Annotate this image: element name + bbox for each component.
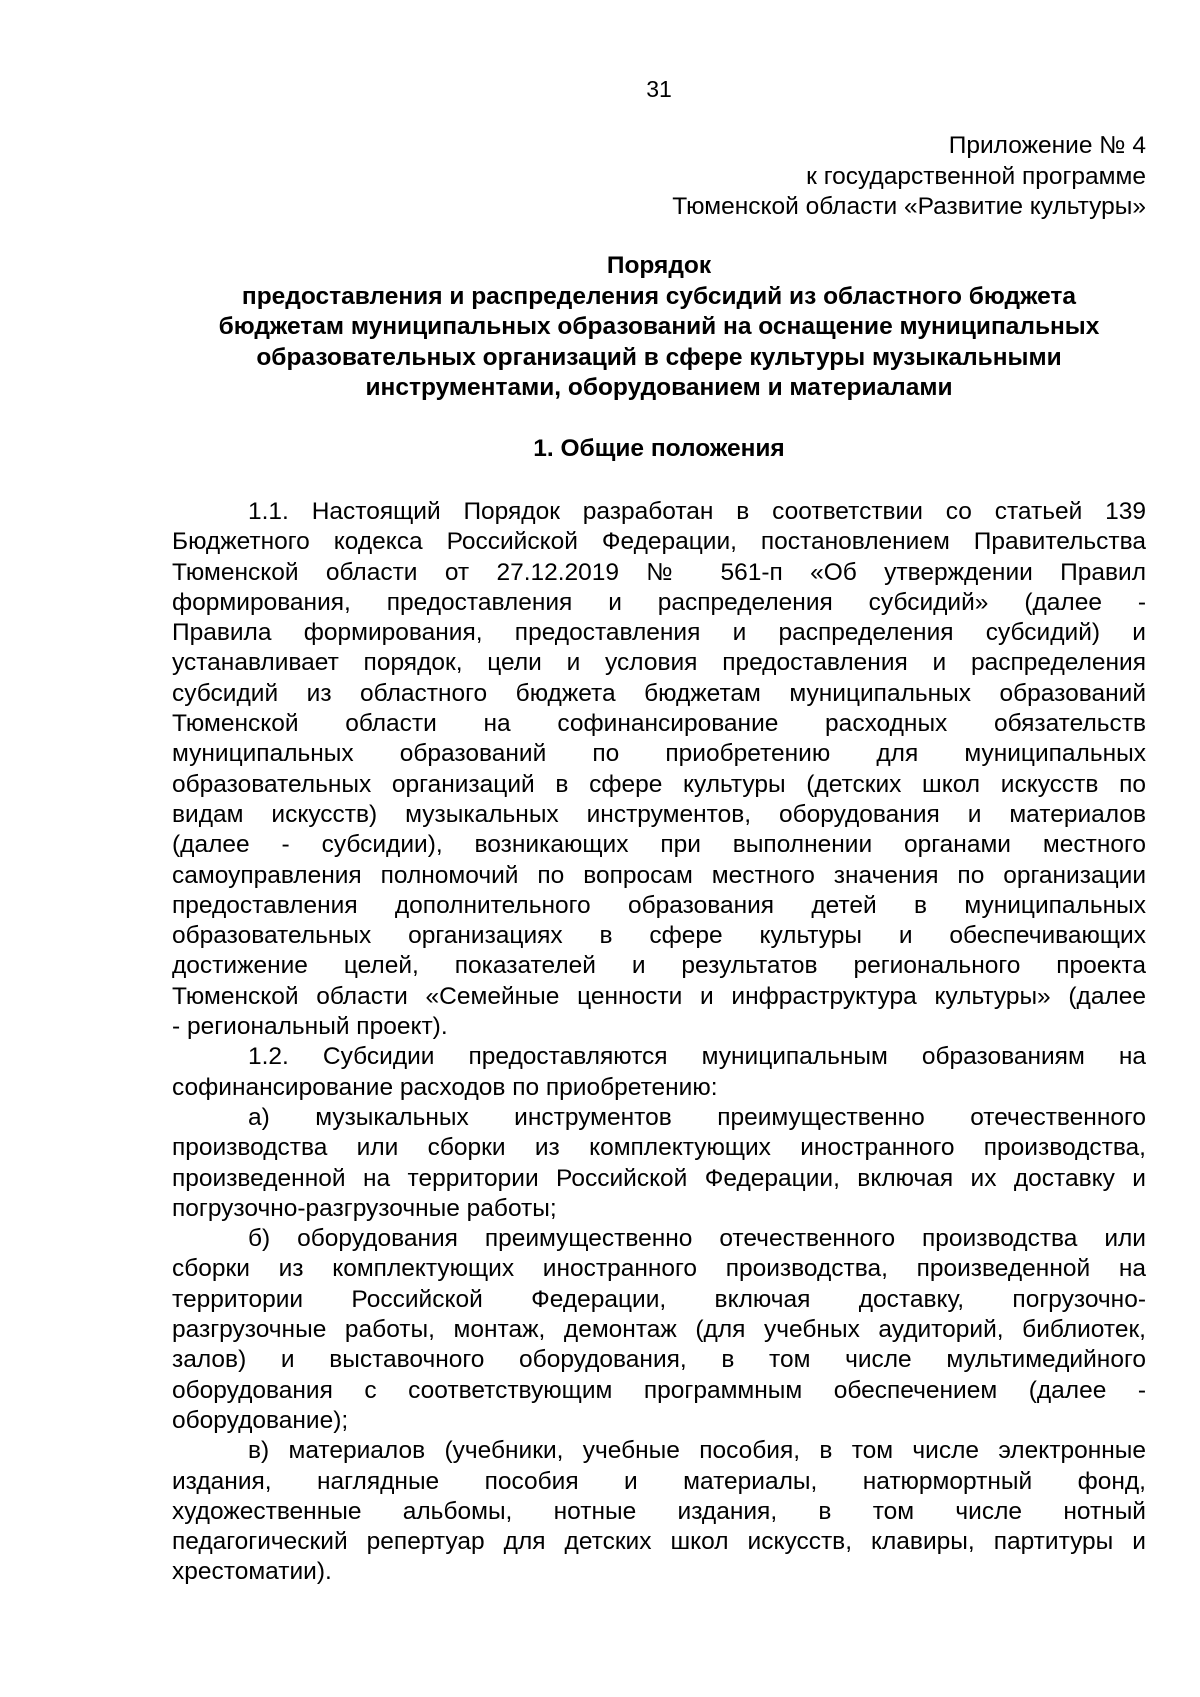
text-line: территории Российской Федерации, включая доставку, погрузочно- — [172, 1285, 1146, 1313]
text-line: 1.1. Настоящий Порядок разработан в соответствии со статьей 139 — [248, 498, 1146, 525]
section-title: 1. Общие положения — [533, 435, 785, 462]
annex-line: Тюменской области «Развитие культуры» — [672, 193, 1146, 220]
title-line: образовательных организаций в сфере культуры музыкальными — [256, 343, 1062, 371]
text-line: а) музыкальных инструментов преимущественно отечественного — [248, 1103, 1146, 1131]
text-line: произведенной на территории Российской Федерации, включая их доставку и — [172, 1164, 1146, 1192]
text-line: видам искусств) музыкальных инструментов, оборудования и материалов — [172, 800, 1146, 828]
text-line: устанавливает порядок, цели и условия предоставления и распределения — [172, 649, 1146, 677]
annex-line: к государственной программе — [806, 162, 1146, 190]
text-line: - региональный проект). — [172, 1013, 448, 1041]
text-line: погрузочно-разгрузочные работы; — [172, 1194, 557, 1222]
text-line: разгрузочные работы, монтаж, демонтаж (для учебных аудиторий, библиотек, — [172, 1316, 1146, 1344]
text-line: оборудование); — [172, 1406, 349, 1434]
document-title — [172, 251, 1146, 404]
text-line: формирования, предоставления и распределения субсидий» (далее - — [172, 588, 1146, 616]
text-line: (далее - субсидии), возникающих при выполнении органами местного — [172, 831, 1146, 859]
text-line: производства или сборки из комплектующих иностранного производства, — [172, 1134, 1146, 1162]
text-line: издания, наглядные пособия и материалы, натюрмортный фонд, — [172, 1467, 1146, 1495]
annex-header — [672, 131, 1146, 223]
text-line: достижение целей, показателей и результатов регионального проекта — [172, 952, 1146, 980]
text-line: Бюджетного кодекса Российской Федерации, постановлением Правительства — [172, 528, 1146, 556]
body-text — [172, 497, 1146, 1588]
text-line: софинансирование расходов по приобретению: — [172, 1073, 718, 1101]
text-line: Тюменской области от 27.12.2019 № 561-п «Об утверждении Правил — [172, 558, 1146, 586]
text-line: предоставления дополнительного образования детей в муниципальных — [172, 891, 1146, 919]
title-line: предоставления и распределения субсидий из областного бюджета — [241, 282, 1077, 310]
text-line: художественные альбомы, нотные издания, в том числе нотный — [172, 1497, 1146, 1525]
text-line: оборудования с соответствующим программным обеспечением (далее - — [172, 1376, 1146, 1404]
document-page — [172, 0, 1146, 1697]
text-line: сборки из комплектующих иностранного производства, произведенной на — [172, 1255, 1146, 1283]
page-number: 31 — [646, 76, 672, 102]
text-line: образовательных организациях в сфере культуры и обеспечивающих — [172, 922, 1146, 950]
text-line: Тюменской области «Семейные ценности и инфраструктура культуры» (далее — [172, 982, 1146, 1010]
text-line: субсидий из областного бюджета бюджетам муниципальных образований — [172, 679, 1146, 707]
text-line: б) оборудования преимущественно отечественного производства или — [248, 1225, 1146, 1253]
text-line: залов) и выставочного оборудования, в том числе мультимедийного — [172, 1346, 1146, 1374]
text-line: педагогический репертуар для детских школ искусств, клавиры, партитуры и — [172, 1528, 1146, 1556]
text-line: Правила формирования, предоставления и распределения субсидий) и — [172, 619, 1146, 647]
text-line: образовательных организаций в сфере культуры (детских школ искусств по — [172, 770, 1146, 798]
text-line: хрестоматии). — [172, 1558, 332, 1586]
title-line: инструментами, оборудованием и материалами — [365, 374, 953, 401]
text-line: в) материалов (учебники, учебные пособия, в том числе электронные — [248, 1437, 1146, 1465]
annex-line: Приложение № 4 — [948, 132, 1146, 159]
text-line: Тюменской области на софинансирование расходных обязательств — [172, 710, 1146, 738]
title-line: бюджетам муниципальных образований на оснащение муниципальных — [218, 313, 1100, 340]
text-line: самоуправления полномочий по вопросам местного значения по организации — [172, 861, 1146, 889]
title-line: Порядок — [606, 252, 712, 279]
text-line: муниципальных образований по приобретению для муниципальных — [172, 740, 1146, 768]
text-line: 1.2. Субсидии предоставляются муниципальным образованиям на — [248, 1043, 1146, 1071]
